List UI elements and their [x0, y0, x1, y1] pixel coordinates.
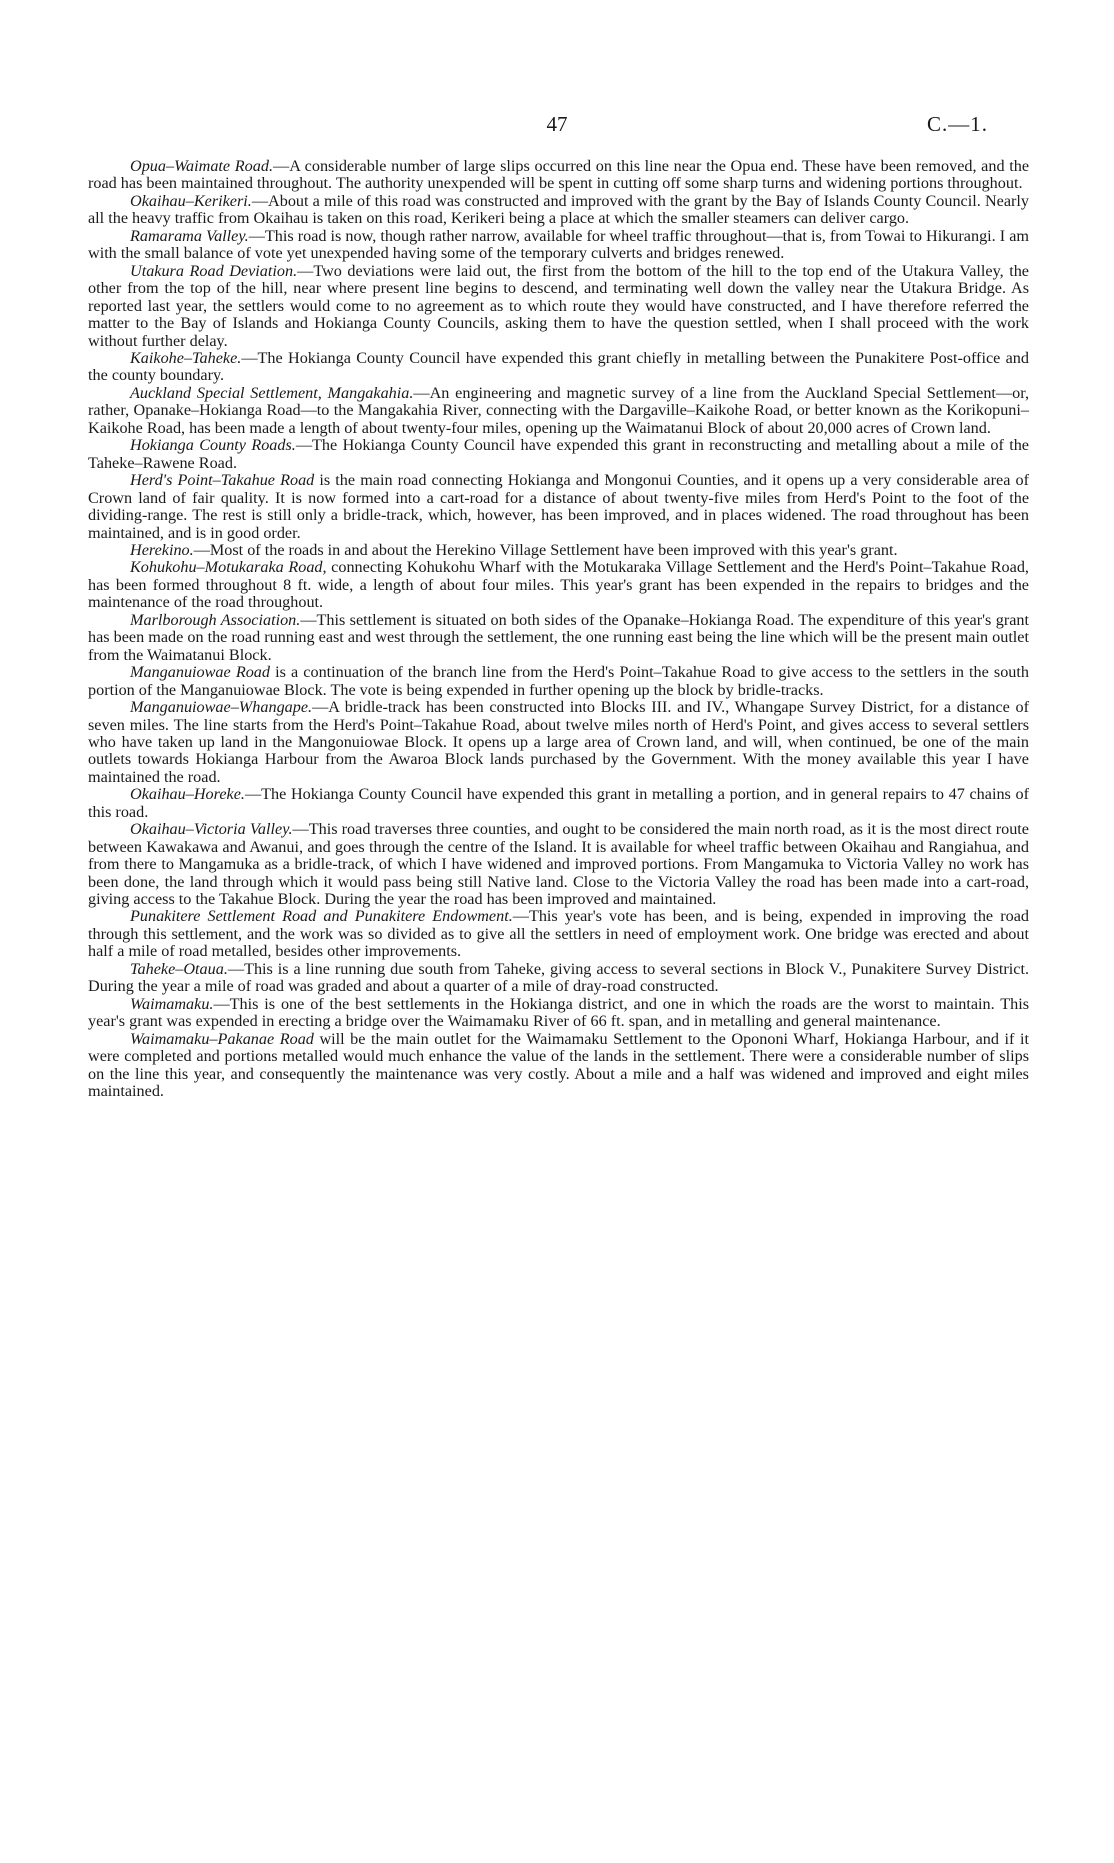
paragraph-heading: Okaihau–Horeke.: [130, 785, 245, 804]
paragraph: [88, 542, 1029, 559]
paragraph: [88, 612, 1029, 664]
paragraph-text: is a continuation of the branch line from the Herd's Point–Takahue Road to give access to the settlers in the south portion of the Manganuiowae Block. The vote is being expended in further opening up the block by bridle-tracks.: [88, 663, 1029, 699]
paragraph: [88, 385, 1029, 437]
paragraph-text: —An engineering and magnetic survey of a line from the Auckland Special Settlement—or, rather, Opanake–Hokianga Road—to the Mangakahia River, connecting with the Dargaville–Kaikohe Road, or better known as the Korikopuni–Kaikohe Road, has been made a length of about twenty-four miles, opening up the Waimatanui Block of about 20,000 acres of Crown land.: [88, 383, 1030, 437]
paragraph-text: —The Hokianga County Council have expended this grant chiefly in metalling between the Punakitere Post-office and the county boundary.: [88, 348, 1029, 385]
paragraph-text: —This is one of the best settlements in the Hokianga district, and one in which the roads are the worst to maintain. This year's grant was expended in erecting a bridge over the Waimamaku River of 66 ft. span, and in metalling and general maintenance.: [88, 994, 1029, 1031]
paragraph-heading: Kohukohu–Motukaraka Road,: [130, 558, 327, 577]
paragraph-text: —This road traverses three counties, and ought to be considered the main north road, as it is the most direct route between Kawakawa and Awanui, and goes through the centre of the Island. It is available for wheel traffic between Okaihau and Rangiahua, and from there to Mangamuka as a bridle-track, of which I have widened and improved portions. From Mangamuka to Victoria Valley no work has been done, the land through which it would pass being still Native land. Close to the Victoria Valley the road has been made into a cart-road, giving access to the Takahue Block. During the year the road has been improved and maintained.: [88, 820, 1029, 909]
paragraph-text: —This settlement is situated on both sides of the Opanake–Hokianga Road. The expenditure of this year's grant has been made on the road running east and west through the settlement, the one running east being the line which will be the present main outlet from the Waimatanui Block.: [88, 610, 1029, 664]
paragraph-text: is the main road connecting Hokianga and Mongonui Counties, and it opens up a very considerable area of Crown land of fair quality. It is now formed into a cart-road for a distance of about twenty-five miles from Herd's Point to the foot of the dividing-range. The rest is still only a bridle-track, which, however, has been improved, and in places widened. The road throughout has been maintained, and is in good order.: [88, 471, 1029, 542]
paragraph-text: —The Hokianga County Council have expended this grant in reconstructing and metalling about a mile of the Taheke–Rawene Road.: [88, 436, 1029, 472]
paragraph-text: —Most of the roads in and about the Herekino Village Settlement have been improved with this year's grant.: [193, 540, 898, 559]
paragraph-heading: Auckland Special Settlement, Mangakahia.: [130, 383, 414, 402]
paragraph: [88, 263, 1029, 350]
paragraph-heading: Ramarama Valley.: [130, 226, 249, 245]
paragraph-text: connecting Kohukohu Wharf with the Motukaraka Village Settlement and the Herd's Point–Takahue Road, has been formed throughout 8 ft. wide, a length of about four miles. This year's grant has been expended in the repairs to bridges and the maintenance of the road throughout.: [88, 558, 1029, 612]
paragraph: [88, 437, 1029, 472]
paragraph-text: —A considerable number of large slips occurred on this line near the Opua end. These have been removed, and the road has been maintained throughout. The authority unexpended will be spent in cutting off some sharp turns and widening portions throughout.: [88, 157, 1030, 193]
paragraph: [88, 559, 1029, 611]
body-text: [88, 158, 1029, 1100]
paragraph: [88, 472, 1029, 542]
paragraph-heading: Utakura Road Deviation.: [130, 261, 298, 280]
paragraph-heading: Waimamaku–Pakanae Road: [130, 1029, 314, 1048]
page-number: 47: [546, 112, 568, 136]
paragraph-heading: Manganuiowae Road: [130, 663, 270, 682]
paragraph-text: —This year's vote has been, and is being, expended in improving the road through this settlement, and the work was so divided as to give all the settlers in need of employment work. One bridge was erected and about half a mile of road metalled, besides other improvements.: [88, 907, 1029, 961]
paragraph: [88, 350, 1029, 385]
paragraph-text: —This is a line running due south from Taheke, giving access to several sections in Block V., Punakitere Survey District. During the year a mile of road was graded and about a quarter of a mile of dray-road constructed.: [88, 959, 1029, 996]
paragraph-text: will be the main outlet for the Waimamaku Settlement to the Opononi Wharf, Hokianga Harbour, and if it were completed and portions metalled would much enhance the value of the lands in the settlement. There were a considerable number of slips on the line this year, and consequently the maintenance was very costly. About a mile and a half was widened and improved and eight miles maintained.: [88, 1029, 1029, 1101]
paragraph-heading: Herd's Point–Takahue Road: [130, 471, 315, 490]
paragraph-heading: Kaikohe–Taheke.: [130, 348, 242, 367]
paragraph-heading: Waimamaku.: [130, 994, 214, 1013]
paragraph: [88, 908, 1029, 960]
paragraph: [88, 699, 1029, 786]
paragraph: [88, 664, 1029, 699]
paragraph: [88, 228, 1029, 263]
page-header: [0, 112, 1114, 142]
paragraph-heading: Opua–Waimate Road.: [130, 157, 274, 175]
paragraph-heading: Hokianga County Roads.: [130, 436, 296, 455]
paragraph: [88, 821, 1029, 908]
paragraph: [88, 1031, 1029, 1101]
paragraph-heading: Taheke–Otaua.: [130, 959, 228, 978]
paragraph: [88, 786, 1029, 821]
paragraph-text: —This road is now, though rather narrow, available for wheel traffic throughout—that is, from Towai to Hikurangi. I am with the small balance of vote yet unexpended having some of the temporary culverts and bridges renewed.: [88, 226, 1029, 263]
paragraph: [88, 996, 1029, 1031]
paragraph-text: —A bridle-track has been constructed into Blocks III. and IV., Whangape Survey District, for a distance of seven miles. The line starts from the Herd's Point–Takahue Road, about twelve miles north of Herd's Point, and gives access to several settlers who have taken up land in the Mangonuiowae Block. It opens up a large area of Crown land, and will, when continued, be one of the main outlets towards Hokianga Harbour from the Awaroa Block lands purchased by the Government. With the money available this year I have maintained the road.: [88, 698, 1029, 786]
paragraph-text: —About a mile of this road was constructed and improved with the grant by the Bay of Islands County Council. Nearly all the heavy traffic from Okaihau is taken on this road, Kerikeri being a place at which the smaller steamers can deliver cargo.: [88, 191, 1029, 228]
paragraph: [88, 158, 1029, 193]
paragraph-heading: Manganuiowae–Whangape.: [130, 698, 313, 717]
paragraph-heading: Herekino.: [130, 540, 194, 559]
document-reference: C.—1.: [926, 112, 988, 136]
paragraph-text: —The Hokianga County Council have expended this grant in metalling a portion, and in general repairs to 47 chains of this road.: [88, 785, 1029, 821]
paragraph-text: —Two deviations were laid out, the first from the bottom of the hill to the top end of the Utakura Valley, the other from the top of the hill, near where present line begins to descend, and terminating well down the valley near the Utakura Bridge. As reported last year, the settlers would come to no agreement as to which route they would have constructed, and I have therefore referred the matter to the Bay of Islands and Hokianga County Councils, asking them to have the question settled, when I shall proceed with the work without further delay.: [88, 261, 1029, 350]
paragraph: [88, 193, 1029, 228]
paragraph: [88, 961, 1029, 996]
paragraph-heading: Punakitere Settlement Road and Punakitere Endowment.: [130, 907, 513, 926]
paragraph-heading: Okaihau–Kerikeri.: [130, 191, 252, 210]
paragraph-heading: Okaihau–Victoria Valley.: [130, 820, 293, 839]
paragraph-heading: Marlborough Association.: [130, 610, 301, 629]
